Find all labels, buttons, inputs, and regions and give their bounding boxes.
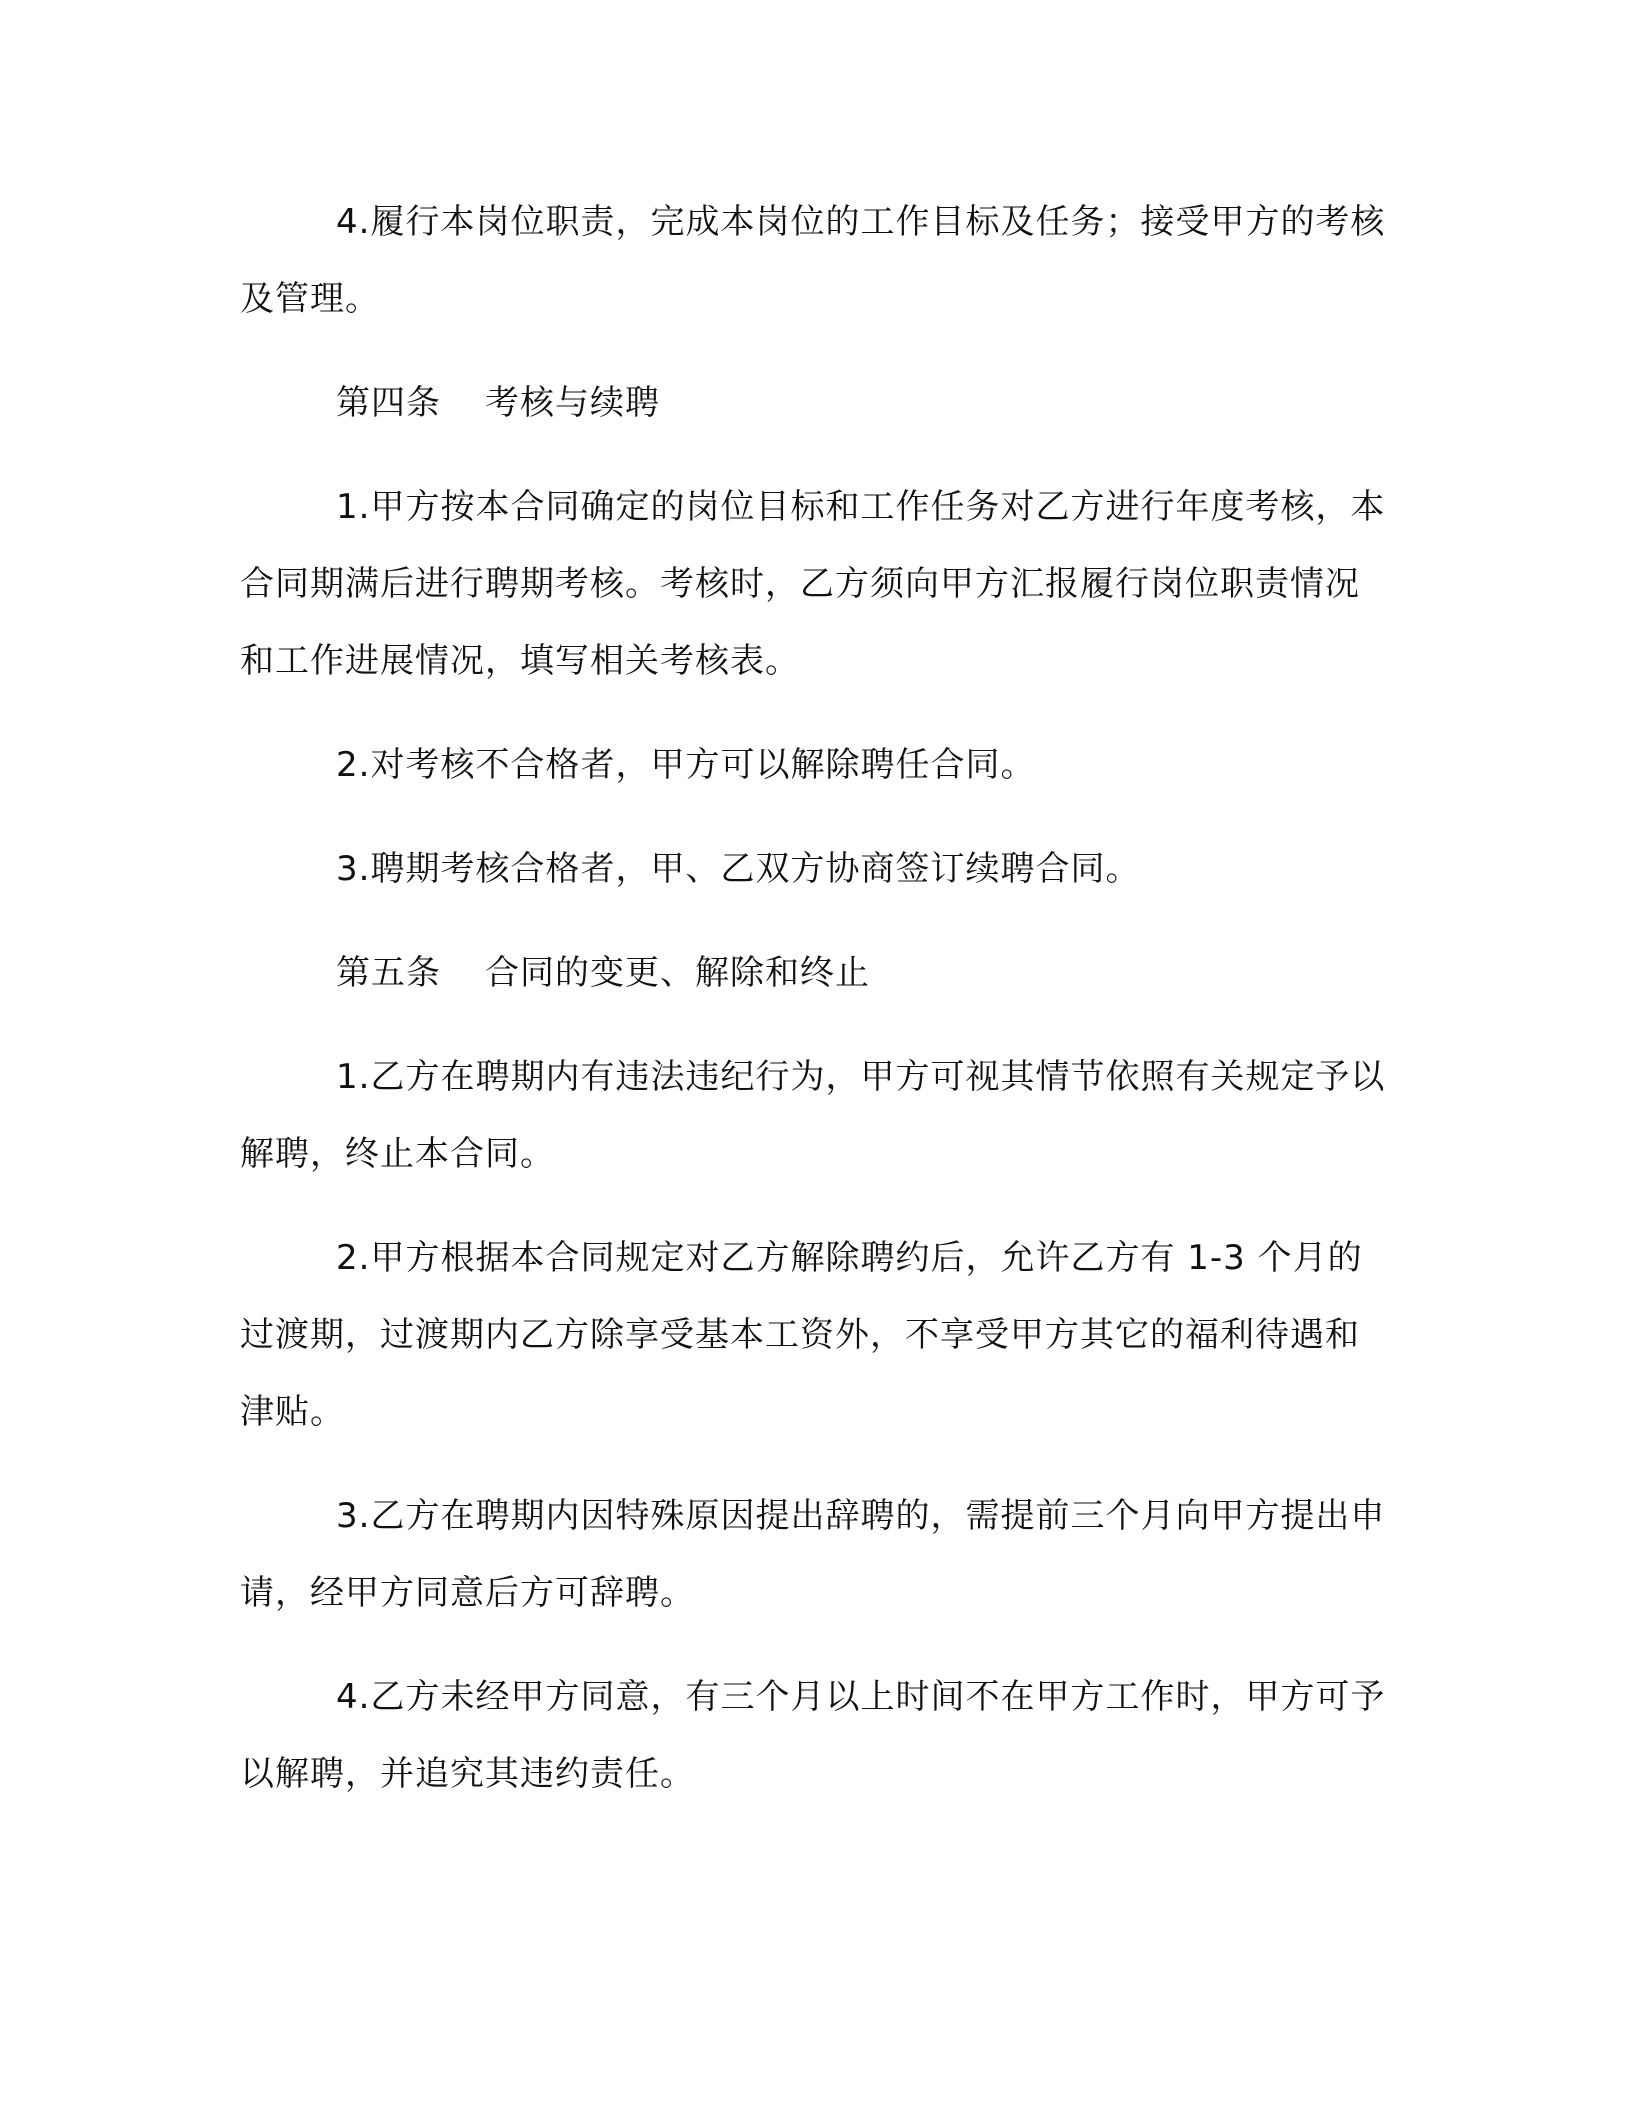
article-4-number: 第四条 <box>336 383 441 423</box>
article-4-heading <box>240 365 1388 442</box>
document-body <box>240 184 1388 1813</box>
article-4-item-1: 1.甲方按本合同确定的岗位目标和工作任务对乙方进行年度考核，本合同期满后进行聘期考核。考核时，乙方须向甲方汇报履行岗位职责情况和工作进展情况，填写相关考核表。 <box>240 487 1386 681</box>
article-5-heading <box>240 935 1388 1012</box>
article-5-item-1: 1.乙方在聘期内有违法违纪行为，甲方可视其情节依照有关规定予以解聘，终止本合同。 <box>240 1057 1386 1174</box>
article-5-item-4: 4.乙方未经甲方同意，有三个月以上时间不在甲方工作时，甲方可予以解聘，并追究其违约责任。 <box>240 1677 1386 1794</box>
article-4-item-2: 2.对考核不合格者，甲方可以解除聘任合同。 <box>336 745 1036 785</box>
article-5-number: 第五条 <box>336 953 441 993</box>
article-4-title: 考核与续聘 <box>485 383 660 423</box>
article-5-item-3: 3.乙方在聘期内因特殊原因提出辞聘的，需提前三个月向甲方提出申请，经甲方同意后方可辞聘。 <box>240 1496 1386 1613</box>
article-5-title: 合同的变更、解除和终止 <box>485 953 870 993</box>
article-5-item-2: 2.甲方根据本合同规定对乙方解除聘约后，允许乙方有 1-3 个月的过渡期，过渡期内乙方除享受基本工资外，不享受甲方其它的福利待遇和津贴。 <box>240 1238 1363 1432</box>
article-4-item-3: 3.聘期考核合格者，甲、乙双方协商签订续聘合同。 <box>336 849 1141 889</box>
clause-3-item-4: 4.履行本岗位职责，完成本岗位的工作目标及任务；接受甲方的考核及管理。 <box>240 202 1386 319</box>
